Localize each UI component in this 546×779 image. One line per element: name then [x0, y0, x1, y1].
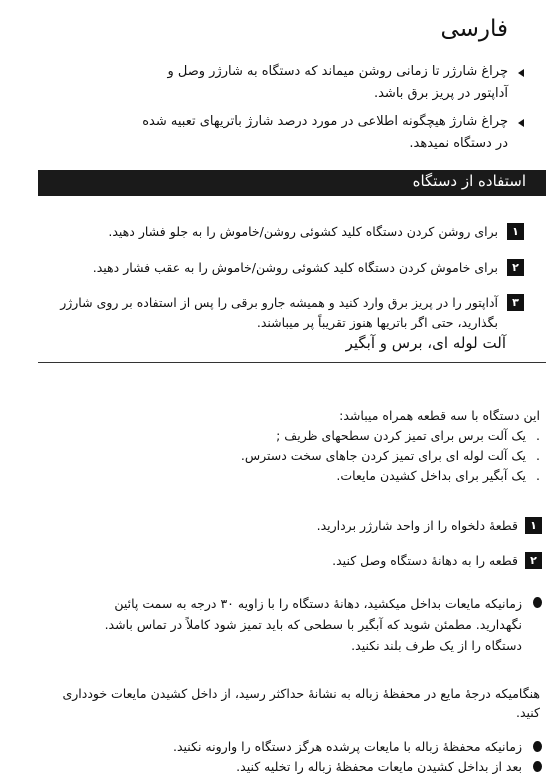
step-text: قطعه را به دهانهٔ دستگاه وصل کنید.: [332, 553, 518, 568]
accessory-text: یک آلت لوله ای برای تمیز کردن جاهای سخت دسترس.: [240, 448, 526, 463]
step-number: ۱: [507, 223, 524, 240]
step-number: ۳: [507, 294, 524, 311]
liquid-warning: [70, 593, 542, 656]
round-bullet-icon: [533, 597, 542, 608]
round-bullet-icon: [533, 761, 542, 772]
usage-step: [44, 293, 524, 333]
triangle-bullet-icon: [518, 119, 524, 127]
usage-step: [44, 258, 524, 278]
liquid-warning-text: زمانیکه مایعات بداخل میکشید، دهانهٔ دستگاه را با زاویه ۳۰ درجه به سمت پائین نگهدارید. مطمئن شوید که آبگیر با سطحی که باید تمیز شود کاملاً در تماس باشد. دستگاه را از یک طرف بلند نکنید.: [104, 596, 522, 653]
accessory-item: [60, 466, 540, 485]
step-number: ۲: [507, 259, 524, 276]
accessory-step: [62, 516, 542, 536]
section-heading: استفاده از دستگاه: [412, 172, 526, 190]
step-text: برای خاموش کردن دستگاه کلید کشوئی روشن/خاموش را به عقب فشار دهید.: [92, 260, 498, 275]
intro-bullet: [142, 111, 522, 155]
language-title: فارسی: [440, 16, 508, 42]
step-number: ۱: [525, 517, 542, 534]
usage-step: [44, 222, 524, 242]
dash-marker: .: [536, 448, 540, 463]
accessories-intro: این دستگاه با سه قطعه همراه میباشد:: [339, 408, 540, 423]
final-bullet: [70, 757, 542, 776]
accessory-step: [62, 551, 542, 571]
step-text: آداپتور را در پریز برق وارد کنید و همیشه جارو برقی را پس از استفاده بر روی شارژر بگذارید، حتی اگر باتریها هنوز تقریباً پر میباشند.: [60, 295, 498, 330]
final-bullet: [70, 737, 542, 756]
triangle-bullet-icon: [518, 69, 524, 77]
final-bullet-text: بعد از بداخل کشیدن مایعات محفظهٔ زباله را تخلیه کنید.: [236, 759, 522, 774]
intro-bullet-text: چراغ شارژر تا زمانی روشن میماند که دستگاه به شارژر وصل و آداپتور در پریز برق باشد.: [167, 64, 508, 101]
final-bullet-text: زمانیکه محفظهٔ زباله با مایعات پرشده هرگز دستگاه را وارونه نکنید.: [173, 739, 522, 754]
subsection-heading: آلت لوله ای، برس و آبگیر: [345, 334, 506, 352]
accessory-text: یک آبگیر برای بداخل کشیدن مایعات.: [336, 468, 526, 483]
step-text: برای روشن کردن دستگاه کلید کشوئی روشن/خاموش را به جلو فشار دهید.: [108, 224, 498, 239]
accessory-item: [60, 426, 540, 445]
intro-bullet: [142, 61, 522, 105]
accessory-text: یک آلت برس برای تمیز کردن سطحهای ظریف ;: [276, 428, 526, 443]
step-number: ۲: [525, 552, 542, 569]
round-bullet-icon: [533, 741, 542, 752]
max-level-note: هنگامیکه درجهٔ مایع در محفظهٔ زباله به نشانهٔ حداکثر رسید، از داخل کشیدن مایعات خودداری کنید.: [62, 686, 540, 720]
dash-marker: .: [536, 428, 540, 443]
intro-bullet-text: چراغ شارژ هیچگونه اطلاعی در مورد درصد شارژ باتریهای تعبیه شده در دستگاه نمیدهد.: [142, 114, 508, 151]
accessory-item: [60, 446, 540, 465]
dash-marker: .: [536, 468, 540, 483]
divider: [38, 362, 546, 363]
step-text: قطعهٔ دلخواه را از واحد شارژر بردارید.: [316, 518, 518, 533]
